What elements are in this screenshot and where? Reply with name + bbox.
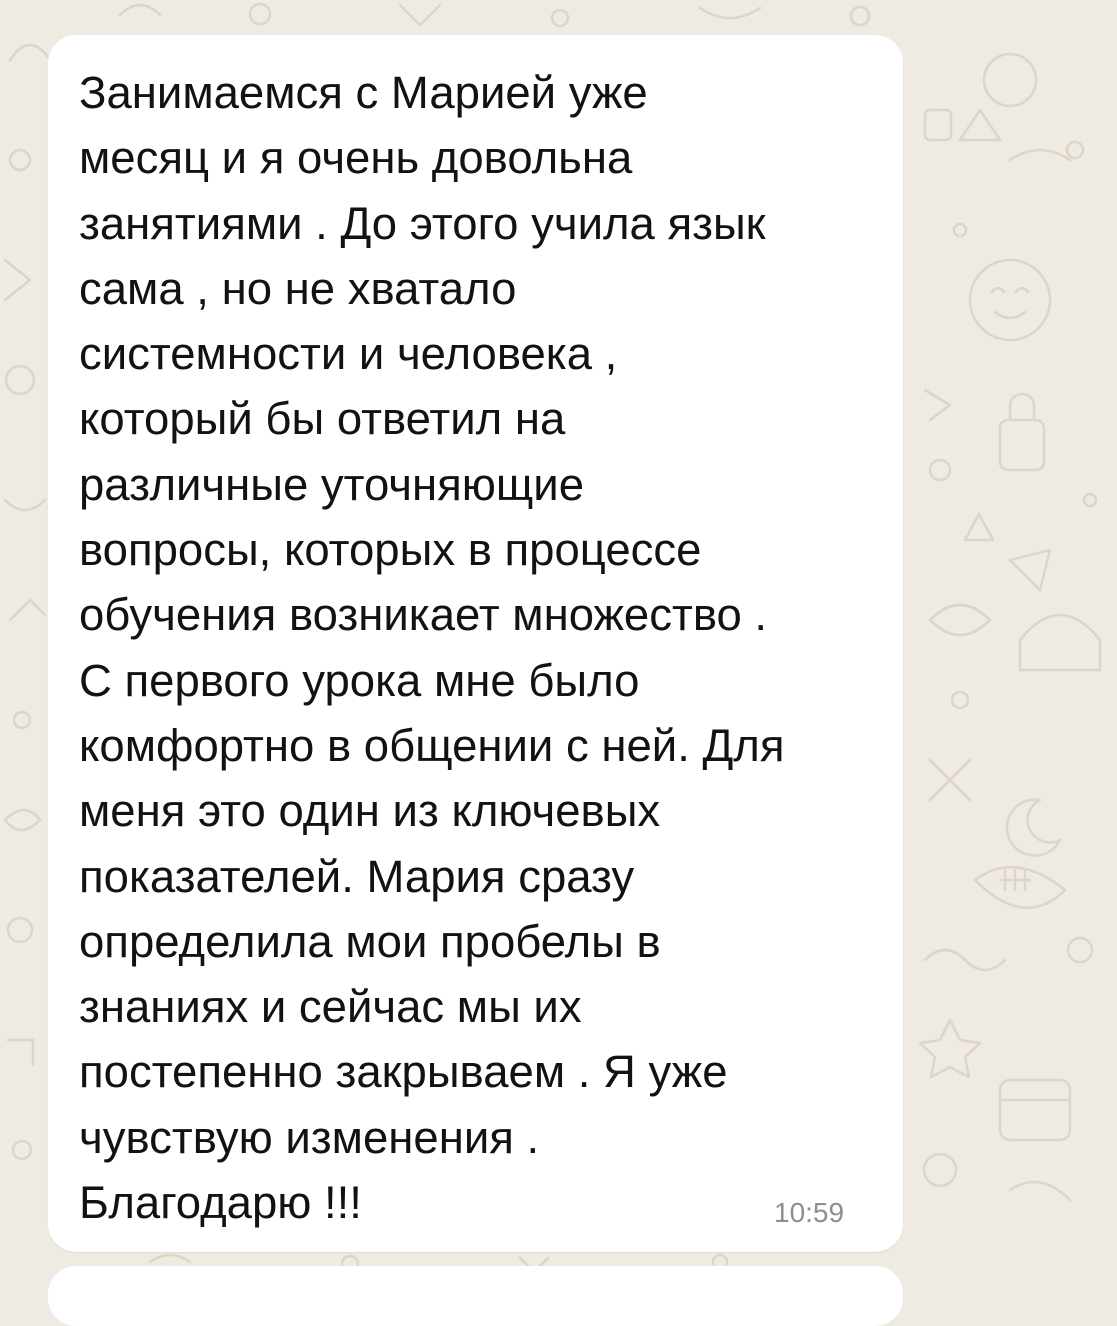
message-timestamp: 10:59 bbox=[774, 1197, 845, 1228]
next-message-bubble[interactable] bbox=[48, 1266, 903, 1326]
message-text: Занимаемся с Марией уже месяц и я очень довольна занятиями . До этого учила язык сама , но не хватало системности и человека , который бы ответил на различные уточняющие вопросы, которых в процессе обучения возникает множество . С первого урока мне было комфортно в общении с ней. Для меня это один из ключевых показателей. Мария сразу определила мои пробелы в знаниях и сейчас мы их постепенно закрываем . Я уже чувствую изменения . Благодарю !!! bbox=[79, 67, 785, 1229]
